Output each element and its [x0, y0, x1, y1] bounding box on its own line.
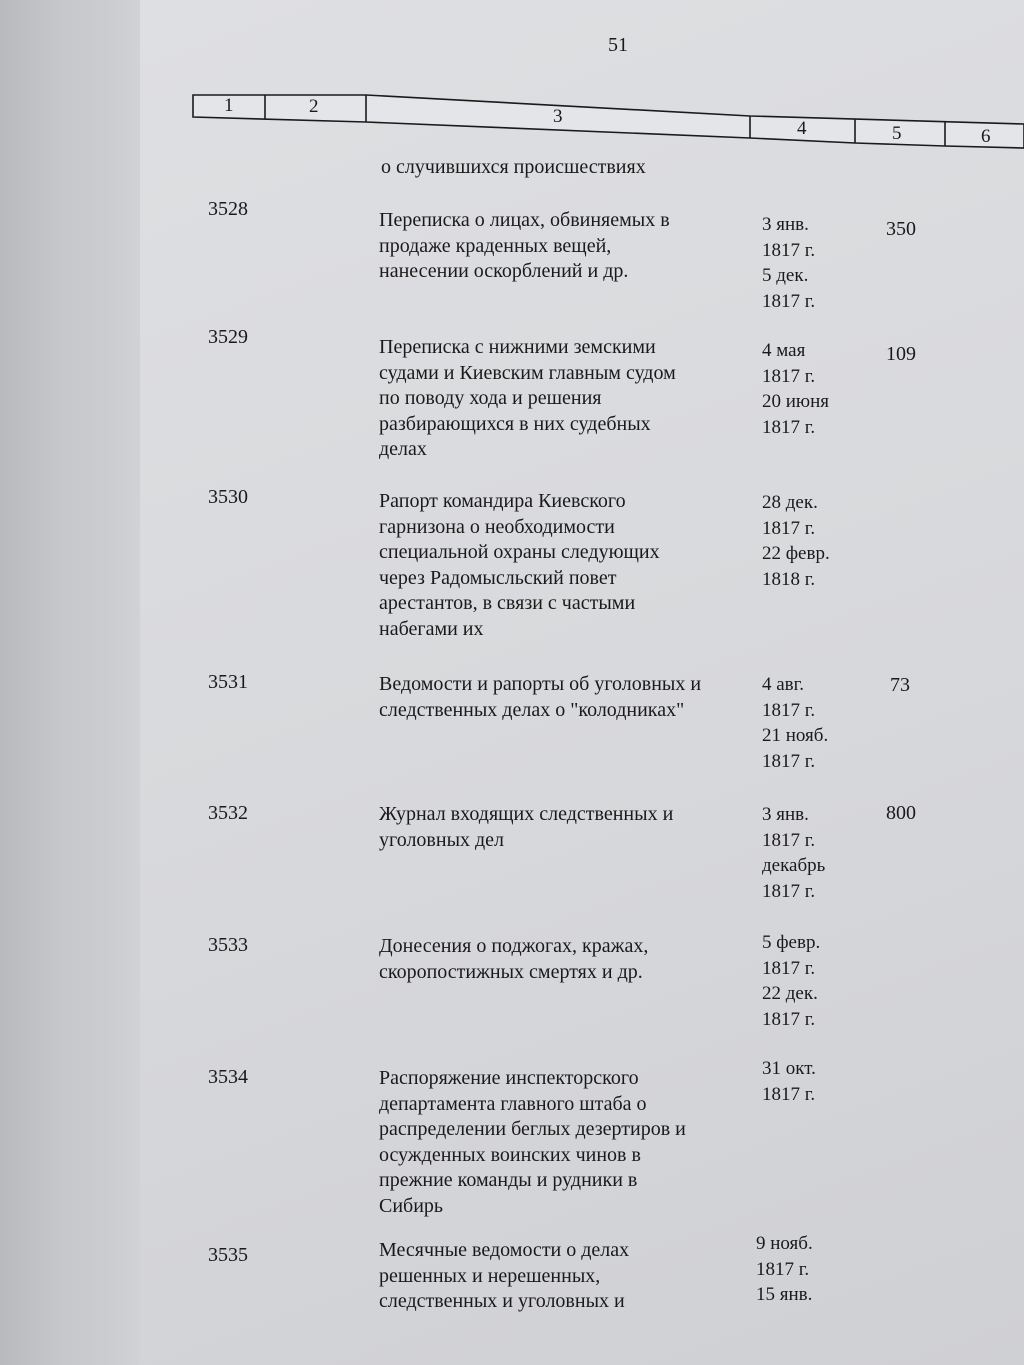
entry-description	[379, 489, 759, 642]
desc-line: нанесении оскорблений и др.	[379, 260, 629, 282]
continuation-text: о случившихся происшествиях	[381, 156, 646, 178]
date-line: 22 февр.	[762, 543, 830, 564]
date-line: 5 февр.	[762, 932, 821, 953]
desc-line: Переписка с нижними земскими	[379, 336, 656, 358]
entry-description	[379, 802, 759, 853]
entry-count: 350	[886, 218, 916, 240]
entry-dates	[762, 212, 872, 314]
entry-dates	[762, 1056, 872, 1107]
entry-description	[379, 1066, 759, 1219]
entry-dates	[762, 338, 872, 440]
date-line: 28 дек.	[762, 492, 818, 513]
book-spine-shadow	[0, 0, 150, 1365]
date-line: 21 нояб.	[762, 725, 829, 746]
desc-line: Переписка о лицах, обвиняемых в	[379, 209, 670, 231]
date-line: 3 янв.	[762, 214, 809, 235]
desc-line: Рапорт командира Киевского	[379, 490, 626, 512]
date-line: 1817 г.	[756, 1258, 810, 1280]
header-col-6: 6	[981, 126, 991, 147]
header-col-4: 4	[797, 118, 807, 139]
date-line: 1817 г.	[762, 290, 816, 312]
date-line: 1817 г.	[762, 416, 816, 438]
desc-line: распределении беглых дезертиров и	[379, 1118, 686, 1140]
desc-line: прежние команды и рудники в	[379, 1169, 638, 1191]
desc-line: разбирающихся в них судебных	[379, 412, 651, 435]
date-line: 1818 г.	[762, 568, 816, 590]
desc-line: судами и Киевским главным судом	[379, 361, 676, 384]
date-line: 5 дек.	[762, 265, 809, 286]
desc-line: следственных и уголовных и	[379, 1290, 625, 1312]
entry-dates	[762, 490, 872, 592]
entry-description	[379, 672, 759, 723]
entry-number: 3533	[208, 934, 248, 956]
entry-number: 3530	[208, 486, 248, 508]
desc-line: арестантов, в связи с частыми	[379, 592, 636, 614]
date-line: 1817 г.	[762, 1083, 816, 1105]
entry-dates	[762, 930, 872, 1032]
entry-number: 3534	[208, 1066, 248, 1088]
date-line: 1817 г.	[762, 365, 816, 387]
entry-number: 3532	[208, 802, 248, 824]
date-line: декабрь	[762, 855, 826, 876]
entry-number: 3528	[208, 198, 248, 220]
entry-description	[379, 208, 759, 285]
entry-dates	[762, 672, 872, 774]
date-line: 1817 г.	[762, 750, 816, 772]
desc-line: делах	[379, 438, 427, 460]
header-col-3: 3	[553, 106, 563, 127]
header-col-1: 1	[224, 95, 234, 116]
desc-line: гарнизона о необходимости	[379, 515, 615, 538]
date-line: 22 дек.	[762, 983, 818, 1004]
column-header-table	[0, 0, 1024, 160]
date-line: 9 нояб.	[756, 1233, 813, 1254]
date-line: 3 янв.	[762, 804, 809, 825]
date-line: 4 авг.	[762, 674, 805, 695]
date-line: 31 окт.	[762, 1058, 816, 1079]
header-col-2: 2	[309, 96, 319, 117]
desc-line: специальной охраны следующих	[379, 541, 660, 563]
desc-line: продаже краденных вещей,	[379, 234, 612, 257]
date-line: 15 янв.	[756, 1284, 813, 1305]
desc-line: через Радомысльский повет	[379, 566, 617, 589]
entry-dates	[762, 802, 872, 904]
entry-number: 3535	[208, 1244, 248, 1266]
entry-number: 3531	[208, 671, 248, 693]
desc-line: Донесения о поджогах, кражах,	[379, 935, 649, 957]
desc-line: решенных и нерешенных,	[379, 1264, 601, 1287]
entry-description	[379, 934, 759, 985]
date-line: 1817 г.	[762, 829, 816, 851]
desc-line: набегами их	[379, 617, 484, 640]
entry-dates	[756, 1231, 866, 1308]
desc-line: по поводу хода и решения	[379, 387, 602, 409]
desc-line: скоропостижных смертях и др.	[379, 960, 643, 983]
date-line: 1817 г.	[762, 957, 816, 979]
date-line: 20 июня	[762, 391, 830, 412]
desc-line: Месячные ведомости о делах	[379, 1239, 630, 1261]
entry-count: 109	[886, 343, 916, 365]
date-line: 1817 г.	[762, 699, 816, 721]
date-line: 1817 г.	[762, 880, 816, 902]
desc-line: Сибирь	[379, 1194, 444, 1217]
entry-count: 800	[886, 802, 916, 824]
desc-line: департамента главного штаба о	[379, 1092, 647, 1115]
desc-line: Журнал входящих следственных и	[379, 803, 674, 825]
desc-line: следственных делах о "колодниках"	[379, 698, 685, 721]
entry-description	[379, 335, 759, 463]
desc-line: уголовных дел	[379, 828, 505, 851]
date-line: 4 мая	[762, 340, 806, 361]
desc-line: осужденных воинских чинов в	[379, 1143, 641, 1166]
desc-line: Ведомости и рапорты об уголовных и	[379, 673, 702, 695]
date-line: 1817 г.	[762, 239, 816, 261]
entry-number: 3529	[208, 326, 248, 348]
desc-line: Распоряжение инспекторского	[379, 1067, 639, 1089]
page-number: 51	[608, 34, 628, 56]
entry-description	[379, 1238, 759, 1315]
entry-count: 73	[890, 674, 910, 696]
header-col-5: 5	[892, 123, 902, 144]
date-line: 1817 г.	[762, 1008, 816, 1030]
date-line: 1817 г.	[762, 517, 816, 539]
